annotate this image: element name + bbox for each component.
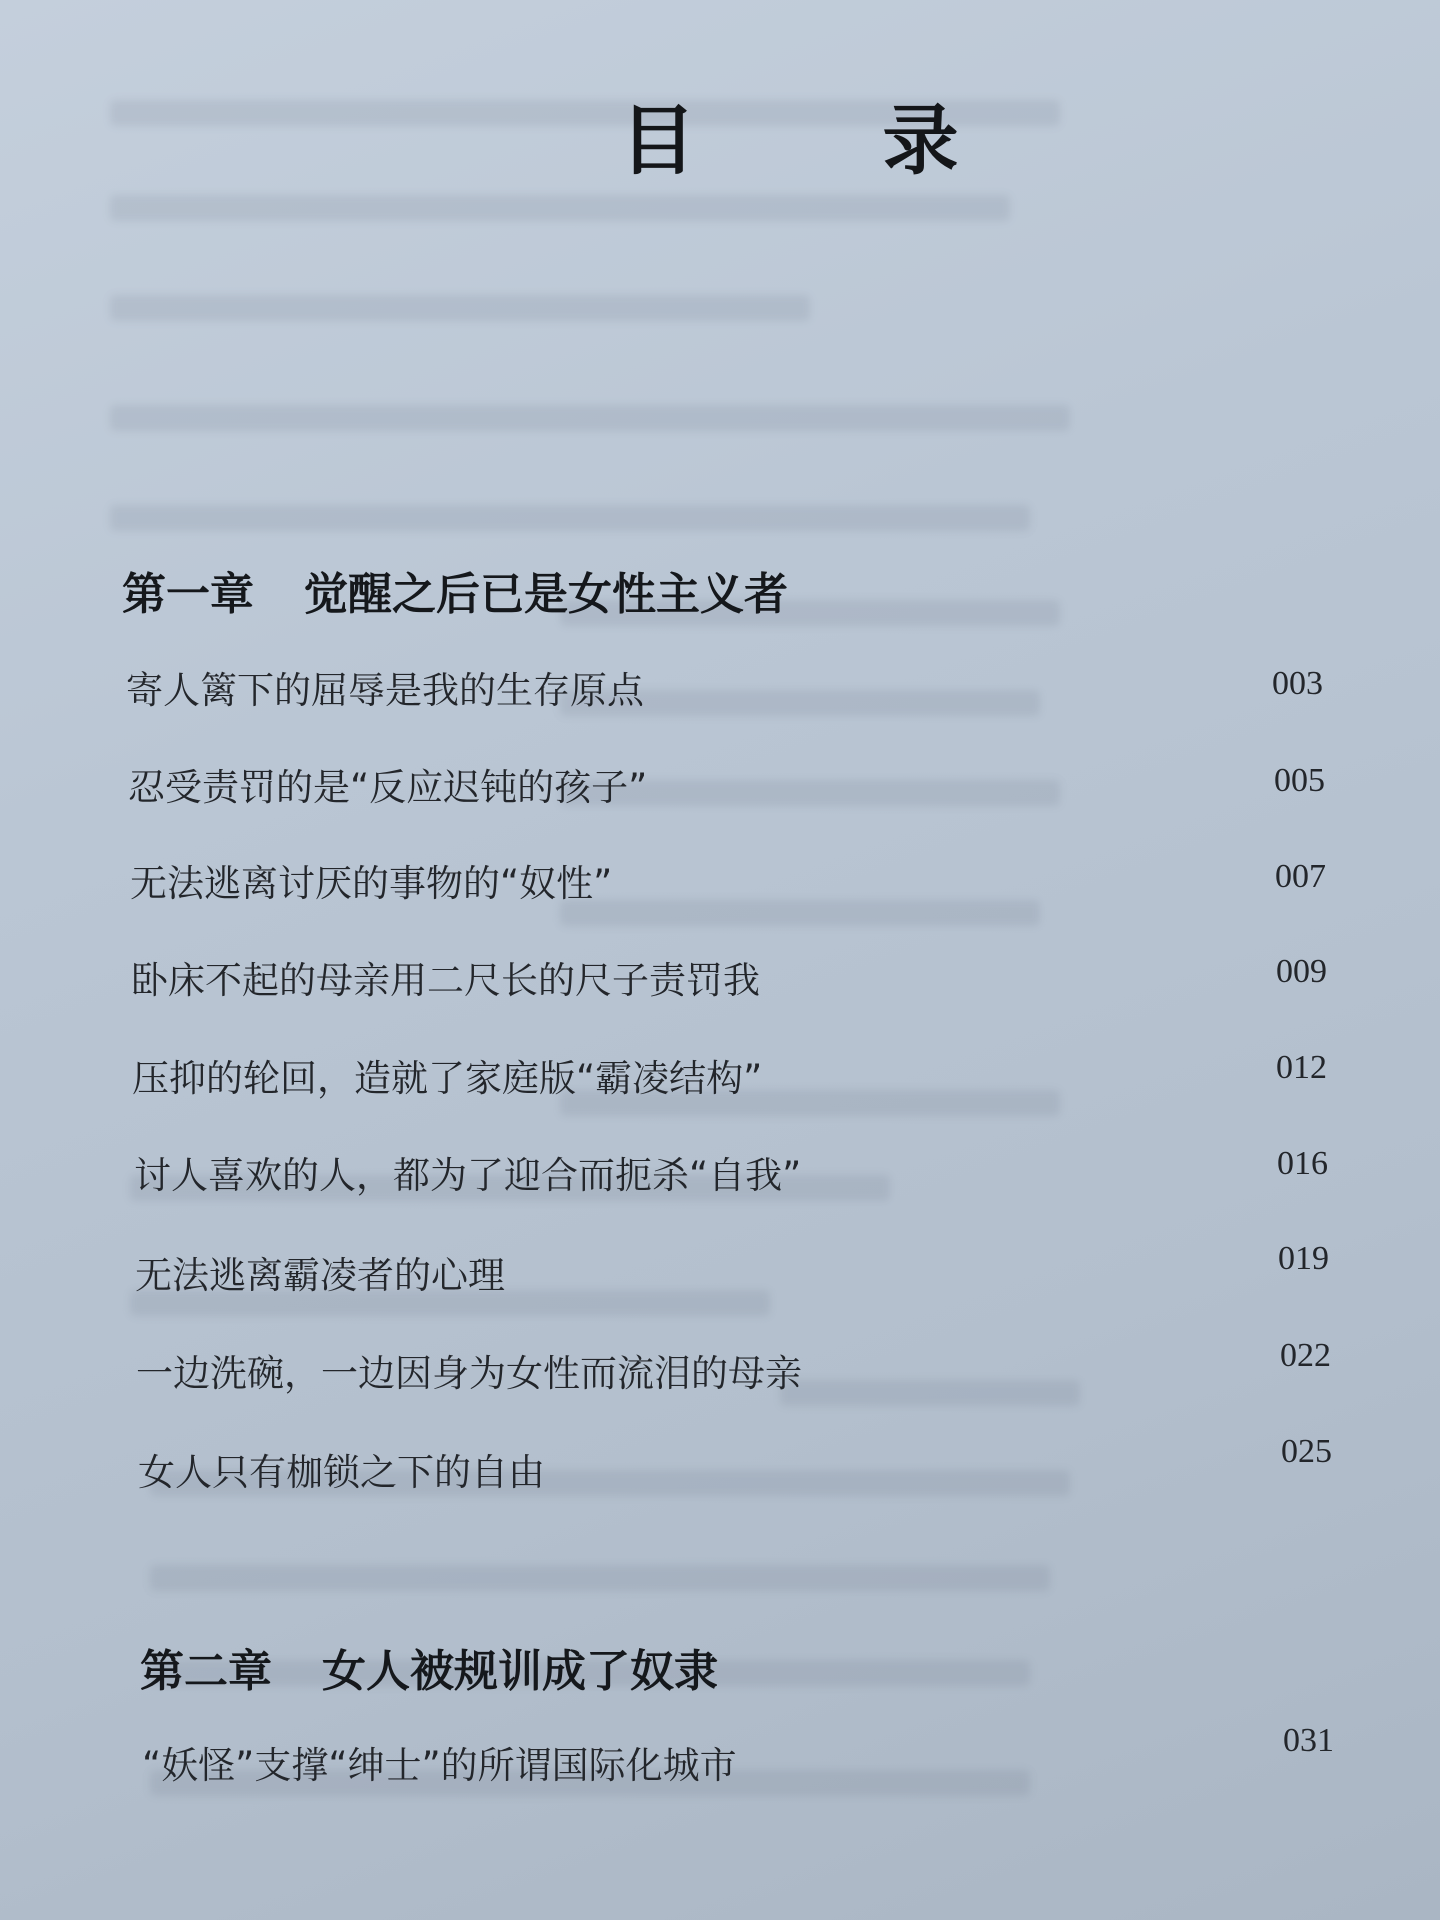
toc-entry: 无法逃离讨厌的事物的“奴性” bbox=[130, 862, 613, 905]
chapter-name: 觉醒之后已是女性主义者 bbox=[304, 569, 788, 620]
toc-page-number: 016 bbox=[1277, 1145, 1328, 1182]
toc-entry: 无法逃离霸凌者的心理 bbox=[135, 1254, 505, 1297]
toc-page-number: 019 bbox=[1278, 1240, 1329, 1277]
page-title: 目 录 bbox=[620, 96, 1039, 185]
toc-page-number: 007 bbox=[1275, 858, 1326, 895]
toc-entry: 压抑的轮回，造就了家庭版“霸凌结构” bbox=[132, 1057, 763, 1100]
chapter-heading bbox=[122, 558, 788, 622]
chapter-heading bbox=[140, 1635, 718, 1699]
toc-page-number: 005 bbox=[1274, 762, 1325, 799]
toc-entry: 忍受责罚的是“反应迟钝的孩子” bbox=[128, 766, 648, 809]
toc-entry: 卧床不起的母亲用二尺长的尺子责罚我 bbox=[131, 959, 760, 1002]
toc-entry: 一边洗碗，一边因身为女性而流泪的母亲 bbox=[136, 1352, 802, 1395]
toc-page-number: 025 bbox=[1281, 1433, 1332, 1470]
chapter-number: 第二章 bbox=[140, 1646, 272, 1697]
chapter-number: 第一章 bbox=[122, 569, 254, 620]
chapter-name: 女人被规训成了奴隶 bbox=[322, 1646, 718, 1697]
toc-page-number: 031 bbox=[1283, 1722, 1334, 1759]
toc-entry: 女人只有枷锁之下的自由 bbox=[138, 1451, 545, 1494]
toc-entry: “妖怪”支撑“绅士”的所谓国际化城市 bbox=[142, 1744, 737, 1787]
toc-entry: 寄人篱下的屈辱是我的生存原点 bbox=[126, 669, 644, 712]
toc-entry: 讨人喜欢的人，都为了迎合而扼杀“自我” bbox=[134, 1154, 802, 1197]
toc-page-number: 022 bbox=[1280, 1337, 1331, 1374]
toc-page-number: 012 bbox=[1276, 1049, 1327, 1086]
toc-page-number: 009 bbox=[1276, 953, 1327, 990]
toc-page-number: 003 bbox=[1272, 665, 1323, 702]
